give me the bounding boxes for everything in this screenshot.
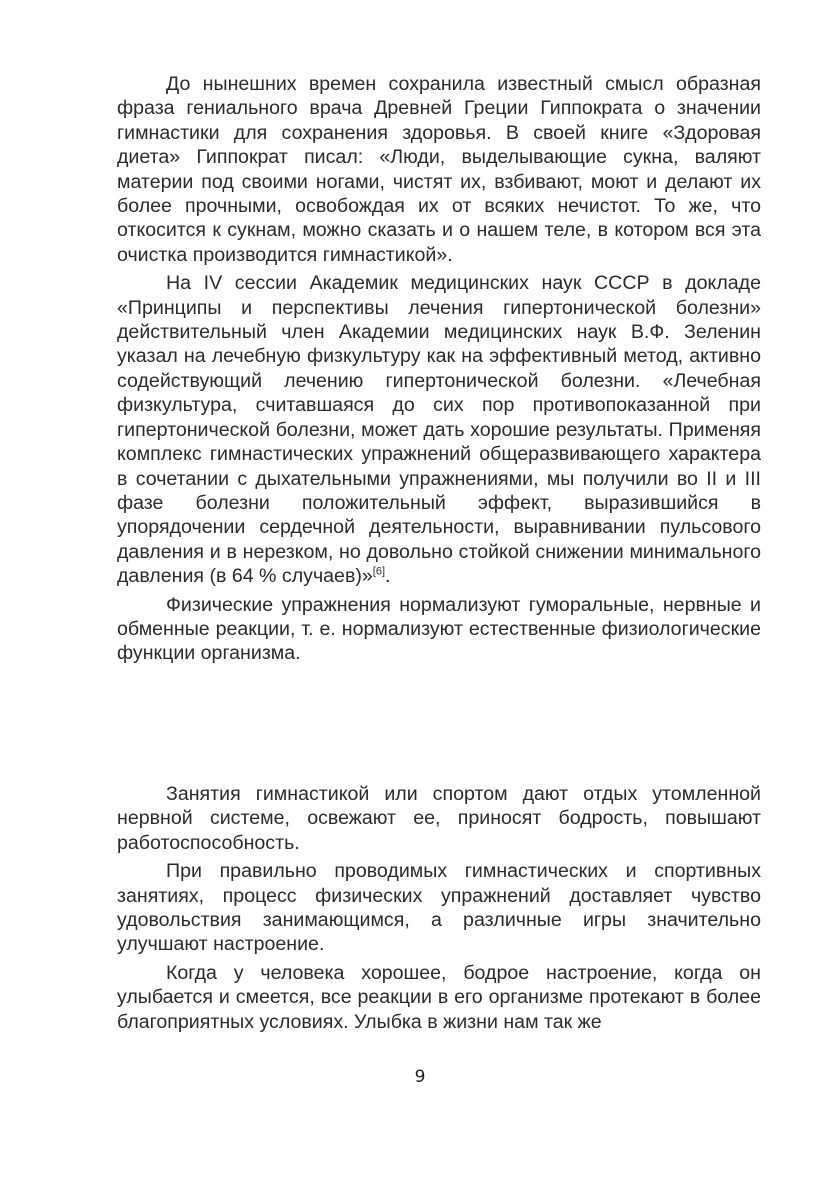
paragraph-gymnastics-rest: Занятия гимнастикой или спортом дают отдых утомленной нервной системе, освежают ее, приносят бодрость, повышают работоспособность. xyxy=(117,783,761,854)
paragraph-pleasure: При правильно проводимых гимнастических и спортивных занятиях, процесс физических упражнений доставляет чувство удовольствия занимающимся, а различные игры значительно улучшают настроение. xyxy=(117,860,761,956)
paragraph-zelenin-end: . xyxy=(385,565,391,588)
paragraph-physical-exercises: Физические упражнения нормализуют гуморальные, нервные и обменные реакции, т. е. нормализуют естественные физиологические функции организма. xyxy=(117,593,761,665)
paragraph-zelenin-report xyxy=(117,271,761,588)
footnote-reference[interactable]: [6] xyxy=(372,565,386,578)
paragraph-hippocrates: До нынешних времен сохранила известный смысл образная фраза гениального врача Древней Греции Гиппократа о значении гимнастики для сохранения здоровья. В своей книге «Здоровая диета» Гиппократ писал: «Люди, выделывающие сукна, валяют материи под своими ногами, чистят их, взбивают, моют и делают их более прочными, освобождая их от всяких нечистот. То же, что откосится к сукнам, можно сказать и о нашем теле, в котором вся эта очистка производится гимнастикой». xyxy=(117,73,761,266)
text-section-top xyxy=(117,72,761,670)
text-section-bottom xyxy=(117,782,761,1038)
page-number: 9 xyxy=(414,1067,426,1087)
paragraph-zelenin-text: На IV сессии Академик медицинских наук СССР в докладе «Принципы и перспективы лечения гипертонической болезни» действительный член Академии медицинских наук В.Ф. Зеленин указал на лечебную физкультуру как на эффективный метод, активно содействующий лечению гипертонической болезни. «Лечебная физкультура, считавшаяся до сих пор противопоказанной при гипертонической болезни, может дать хорошие результаты. Применяя комплекс гимнастических упражнений общеразвивающего характера в сочетании с дыхательными упражнениями, мы получили во II и III фазе болезни положительный эффект, выразившийся в упорядочении сердечной деятельности, выравнивании пульсового давления и в нерезком, но довольно стойкой снижении минимального давления (в 64 % случаев)» xyxy=(117,272,761,588)
paragraph-good-mood: Когда у человека хорошее, бодрое настроение, когда он улыбается и смеется, все реакции в его организме протекают в более благоприятных условиях. Улыбка в жизни нам так же xyxy=(117,961,761,1033)
